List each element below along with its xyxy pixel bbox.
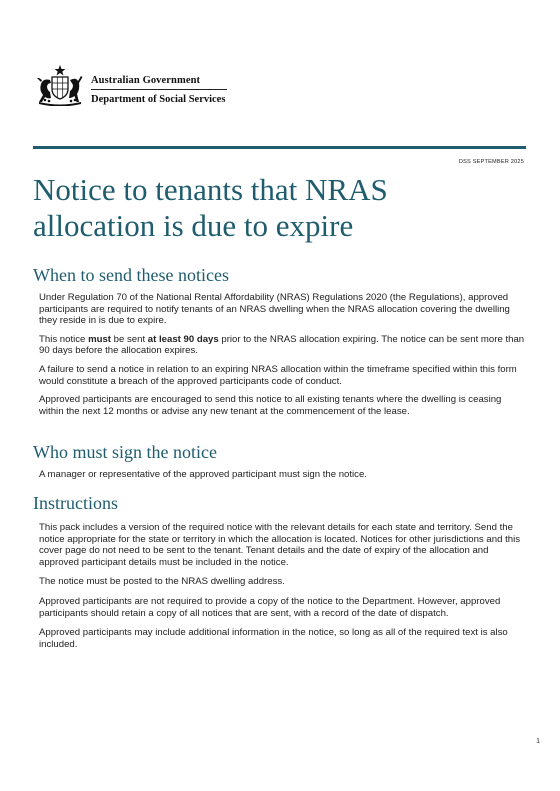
- section-heading: Who must sign the notice: [33, 442, 217, 462]
- text-run: This notice: [39, 333, 89, 345]
- org-name: Australian Government: [91, 75, 201, 86]
- page-number: 1: [536, 738, 540, 745]
- paragraph: Under Regulation 70 of the National Rental Affordability (NRAS) Regulations 2020 (the Regulations), approved participants are required to notify tenants of an NRAS dwelling when the NRAS allocation covering the dwelling they reside in is due to expire.: [39, 292, 510, 327]
- document-code: DSS SEPTEMBER 2025: [458, 159, 524, 165]
- paragraph: Approved participants may include additional information in the notice, so long as all of the required text is also included.: [39, 627, 508, 650]
- paragraph: Approved participants are encouraged to send this notice to all existing tenants where the dwelling is ceasing within the next 12 months or advise any new tenant at the commencement of the lease.: [39, 394, 502, 417]
- government-branding: [91, 74, 227, 106]
- header-divider: [33, 146, 526, 149]
- section-when-to-send: [33, 264, 525, 417]
- department-name: Department of Social Services: [91, 94, 226, 105]
- paragraph: Approved participants are not required to provide a copy of the notice to the Department. However, approved participants should retain a copy of all notices that are sent, with a record of the date of dispatch.: [39, 595, 501, 619]
- paragraph: The notice must be posted to the NRAS dwelling address.: [39, 576, 285, 588]
- section-heading: Instructions: [33, 493, 118, 513]
- text-run: be sent: [110, 333, 148, 345]
- paragraph: [39, 334, 525, 357]
- coat-of-arms-icon: [33, 64, 87, 106]
- paragraph: A failure to send a notice in relation to an expiring NRAS allocation within the timeframe specified within this form would constitute a breach of the approved participants code of conduct.: [39, 363, 517, 387]
- page-title: Notice to tenants that NRAS allocation is due to expire: [33, 172, 388, 243]
- paragraph: A manager or representative of the approved participant must sign the notice.: [39, 469, 367, 480]
- section-instructions: [33, 492, 525, 650]
- text-run: prior to the NRAS allocation expiring. The notice can be sent more than 90 days before the allocation expires.: [39, 333, 525, 357]
- emphasis: at least 90 days: [147, 333, 219, 345]
- section-who-must-sign: [33, 441, 525, 481]
- paragraph: This pack includes a version of the required notice with the relevant details for each state and territory. Send the notice appropriate for the state or territory in which the allocation is located. Notices for other jurisdictions and this cover page do not need to be sent to the tenant. Tenant details and the date of expiry of the allocation and approved participant details must be included in the notice.: [39, 522, 520, 568]
- branding-divider: [91, 89, 227, 90]
- emphasis: must: [88, 333, 111, 345]
- section-heading: When to send these notices: [33, 265, 229, 285]
